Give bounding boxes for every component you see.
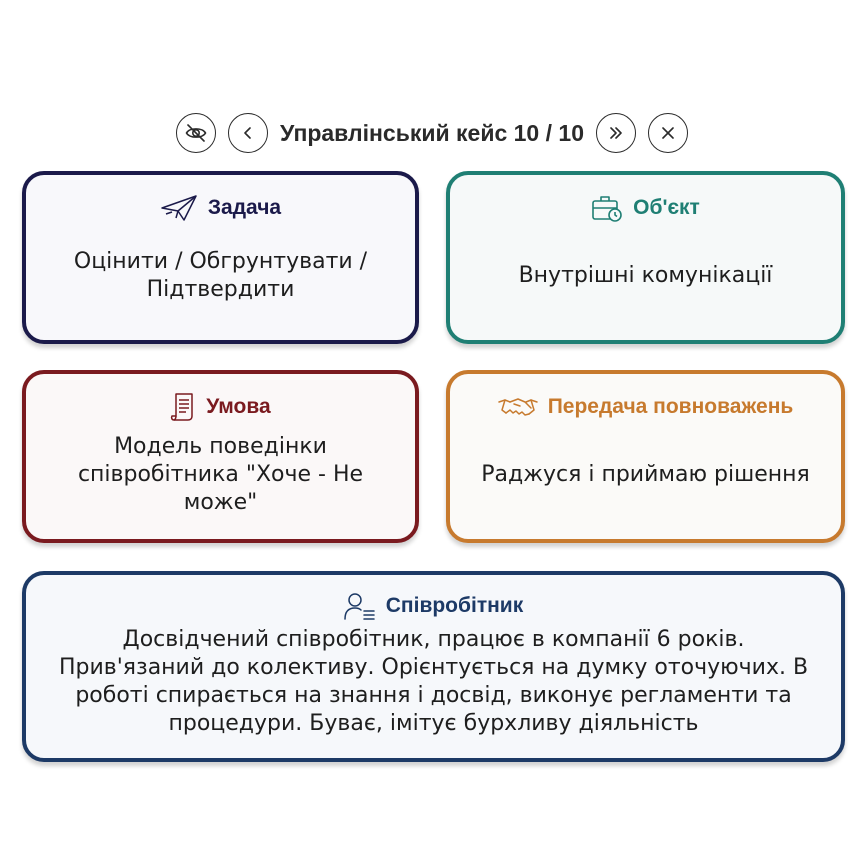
employee-card-title: Співробітник	[385, 594, 524, 617]
last-case-button[interactable]	[596, 113, 636, 153]
condition-card	[22, 370, 419, 543]
handshake-icon	[498, 394, 538, 420]
task-card-text: Оцінити / Обгрунтувати / Підтвердити	[73, 248, 368, 302]
object-card	[446, 171, 845, 344]
object-card-header	[591, 191, 700, 225]
delegation-card-text: Раджуся і приймаю рішення	[481, 461, 810, 487]
double-chevron-right-icon	[607, 125, 625, 141]
condition-card-header	[170, 390, 270, 424]
case-title: Управлінський кейс 10 / 10	[280, 119, 584, 146]
paper-plane-icon	[160, 194, 198, 222]
task-card	[22, 171, 419, 344]
condition-card-text: Модель поведінки співробітника "Хоче - Не може"	[77, 433, 364, 515]
prev-case-button[interactable]	[228, 113, 268, 153]
close-icon	[660, 125, 676, 141]
eye-off-icon	[184, 121, 208, 145]
task-card-title: Задача	[207, 196, 282, 219]
chevron-left-icon	[240, 125, 256, 141]
hide-button[interactable]	[176, 113, 216, 153]
briefcase-clock-icon	[591, 193, 623, 223]
object-card-text: Внутрішні комунікації	[518, 262, 773, 288]
user-list-icon	[344, 592, 376, 620]
scroll-document-icon	[170, 392, 196, 422]
case-navigation-bar	[0, 110, 864, 156]
employee-card-header	[344, 589, 523, 623]
object-card-title: Об'єкт	[633, 196, 700, 219]
condition-card-title: Умова	[206, 395, 271, 418]
delegation-card-header	[498, 390, 794, 424]
delegation-card-title: Передача повноважень	[547, 395, 794, 418]
task-card-header	[160, 191, 281, 225]
employee-card	[22, 571, 845, 762]
delegation-card	[446, 370, 845, 543]
employee-card-text: Досвідчений співробітник, працює в компанії 6 років. Прив'язаний до колективу. Орієнтується на думку оточуючих. В роботі спирається на знання і досвід, виконує регламенти та процедури. Буває, імітує бурхливу діяльність	[58, 626, 809, 736]
close-button[interactable]	[648, 113, 688, 153]
